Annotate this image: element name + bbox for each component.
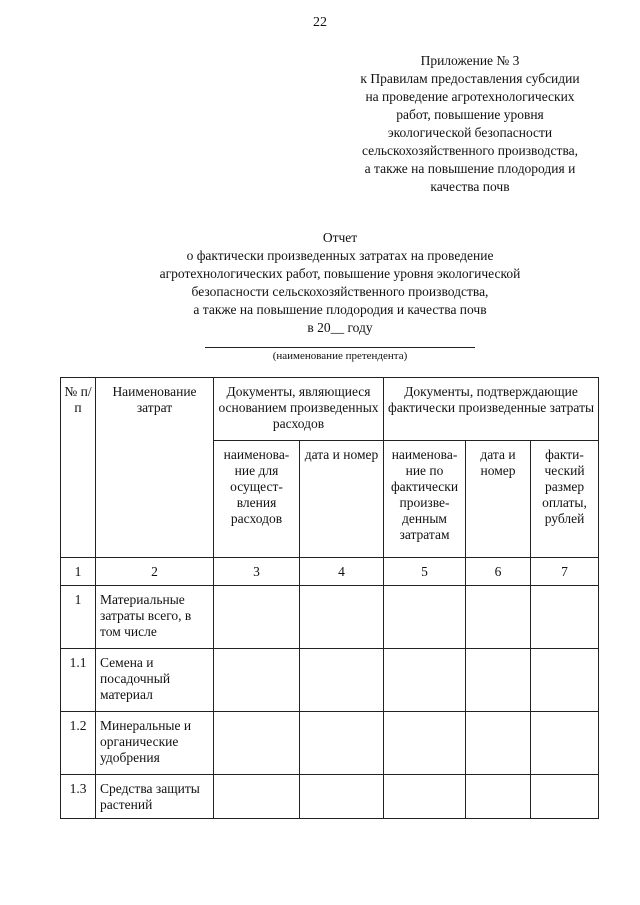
row-number: 1 xyxy=(61,586,96,649)
cell-empty xyxy=(384,649,466,712)
title-line: агротехнологических работ, повышение уровня экологической xyxy=(159,266,521,281)
table-row xyxy=(61,775,599,819)
header-col-no: № п/п xyxy=(61,378,96,558)
cell-empty xyxy=(466,586,531,649)
table-row xyxy=(61,712,599,775)
table-row xyxy=(61,586,599,649)
title-line: в 20__ году xyxy=(307,320,373,335)
header-group-basis-docs: Документы, являющиеся основанием произведенных расходов xyxy=(214,378,384,441)
title-line: а также на повышение плодородия и качества почв xyxy=(193,302,487,317)
column-number: 5 xyxy=(384,558,466,586)
cell-empty xyxy=(300,649,384,712)
cell-empty xyxy=(466,712,531,775)
cell-empty xyxy=(466,649,531,712)
cell-empty xyxy=(384,586,466,649)
header-confirm-date: дата и номер xyxy=(466,441,531,558)
column-number: 1 xyxy=(61,558,96,586)
row-expense-name: Минеральные и органические удобрения xyxy=(96,712,214,775)
title-line: о фактически произведенных затратах на проведение xyxy=(186,248,494,263)
header-group-confirm-docs: Документы, подтверждающие фактически произведенные затраты xyxy=(384,378,599,441)
cell-empty xyxy=(214,649,300,712)
cell-empty xyxy=(531,586,599,649)
title-line: безопасности сельскохозяйственного производства, xyxy=(191,284,489,299)
column-number: 3 xyxy=(214,558,300,586)
column-number: 7 xyxy=(531,558,599,586)
cell-empty xyxy=(531,775,599,819)
appendix-line: на проведение агротехнологических xyxy=(365,89,575,104)
applicant-name-line xyxy=(205,347,475,348)
appendix-line: качества почв xyxy=(430,179,510,194)
appendix-line: сельскохозяйственного производства, xyxy=(361,143,579,158)
report-title xyxy=(110,229,570,337)
cell-empty xyxy=(300,712,384,775)
appendix-header xyxy=(340,52,600,196)
cell-empty xyxy=(300,586,384,649)
appendix-line: а также на повышение плодородия и xyxy=(364,161,576,176)
cell-empty xyxy=(384,712,466,775)
row-number: 1.3 xyxy=(61,775,96,819)
column-number: 6 xyxy=(466,558,531,586)
applicant-caption: (наименование претендента) xyxy=(272,350,408,362)
title-line: Отчет xyxy=(322,230,358,245)
row-expense-name: Средства защиты растений xyxy=(96,775,214,819)
row-expense-name: Материальные затраты всего, в том числе xyxy=(96,586,214,649)
cell-empty xyxy=(300,775,384,819)
appendix-line: работ, повышение уровня xyxy=(396,107,544,122)
cell-empty xyxy=(384,775,466,819)
appendix-line: к Правилам предоставления субсидии xyxy=(360,71,580,86)
page-number: 22 xyxy=(313,15,327,30)
header-confirm-name: наименова-ние по фактически произве-денным затратам xyxy=(384,441,466,558)
column-number: 2 xyxy=(96,558,214,586)
appendix-line: Приложение № 3 xyxy=(420,53,520,68)
row-number: 1.1 xyxy=(61,649,96,712)
appendix-line: экологической безопасности xyxy=(387,125,553,140)
row-number: 1.2 xyxy=(61,712,96,775)
header-confirm-amount: факти-ческий размер оплаты, рублей xyxy=(531,441,599,558)
row-expense-name: Семена и посадочный материал xyxy=(96,649,214,712)
header-basis-name: наименова-ние для осущест-вления расходов xyxy=(214,441,300,558)
cell-empty xyxy=(214,775,300,819)
column-number: 4 xyxy=(300,558,384,586)
cell-empty xyxy=(531,649,599,712)
cell-empty xyxy=(531,712,599,775)
expense-report-table xyxy=(60,377,599,819)
cell-empty xyxy=(214,712,300,775)
cell-empty xyxy=(466,775,531,819)
cell-empty xyxy=(214,586,300,649)
header-col-name: Наименование затрат xyxy=(96,378,214,558)
table-row xyxy=(61,649,599,712)
header-basis-date: дата и номер xyxy=(300,441,384,558)
